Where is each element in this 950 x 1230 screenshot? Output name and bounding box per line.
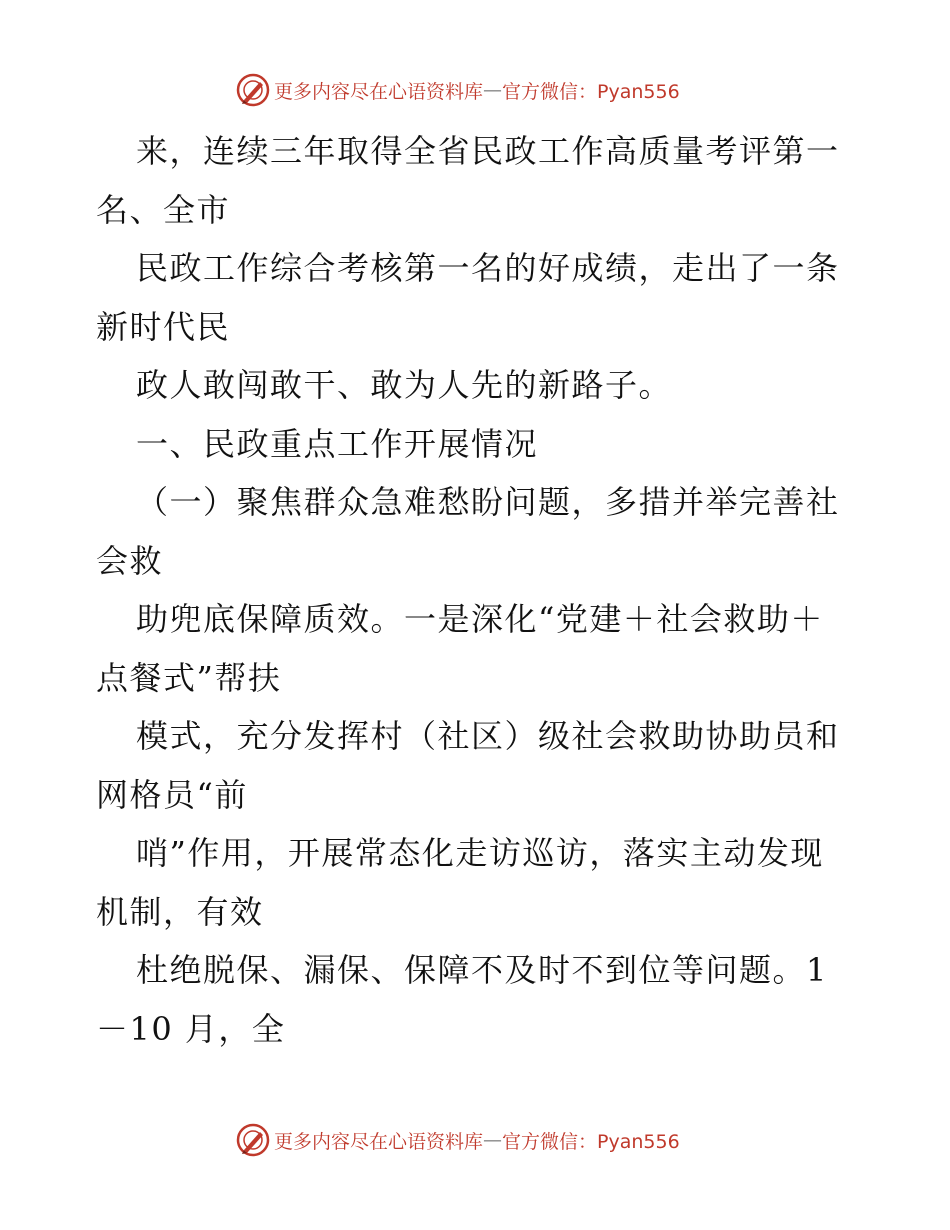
text-line: 点餐式”帮扶 — [96, 658, 282, 697]
watermark-wechat: 官方微信：Pyan556 — [502, 80, 680, 103]
watermark-wechat: 官方微信：Pyan556 — [502, 1130, 680, 1153]
text-line: 助兜底保障质效。一是深化“党建＋社会救助＋ — [136, 600, 824, 638]
text-line: 来，连续三年取得全省民政工作高质量考评第一 — [136, 132, 840, 170]
text-line: 会救 — [96, 541, 164, 580]
text-line: （一）聚焦群众急难愁盼问题，多措并举完善社 — [136, 483, 840, 521]
text-line: 杜绝脱保、漏保、保障不及时不到位等问题。1 — [136, 951, 828, 989]
text-line: 政人敢闯敢干、敢为人先的新路子。 — [136, 366, 673, 404]
text-line: 一、民政重点工作开展情况 — [136, 424, 539, 463]
text-line: －10 月，全 — [96, 1009, 286, 1048]
watermark-separator: — — [483, 79, 503, 101]
text-line: 模式，充分发挥村（社区）级社会救助协助员和 — [136, 717, 840, 755]
text-line: 机制，有效 — [96, 892, 264, 931]
pen-logo-icon — [236, 73, 270, 107]
text-line: 新时代民 — [96, 307, 231, 346]
text-line: 哨”作用，开展常态化走访巡访，落实主动发现 — [136, 834, 824, 872]
watermark-text: 更多内容尽在心语资料库 — [274, 80, 484, 103]
body-text — [96, 122, 866, 1058]
watermark-text: 更多内容尽在心语资料库 — [274, 1130, 484, 1153]
text-line: 民政工作综合考核第一名的好成绩，走出了一条 — [136, 249, 840, 287]
header-watermark — [236, 72, 796, 108]
pen-logo-icon — [236, 1123, 270, 1157]
watermark-separator: — — [483, 1129, 503, 1151]
footer-watermark — [236, 1122, 796, 1158]
text-line: 网格员“前 — [96, 775, 248, 814]
text-line: 名、全市 — [96, 190, 231, 229]
